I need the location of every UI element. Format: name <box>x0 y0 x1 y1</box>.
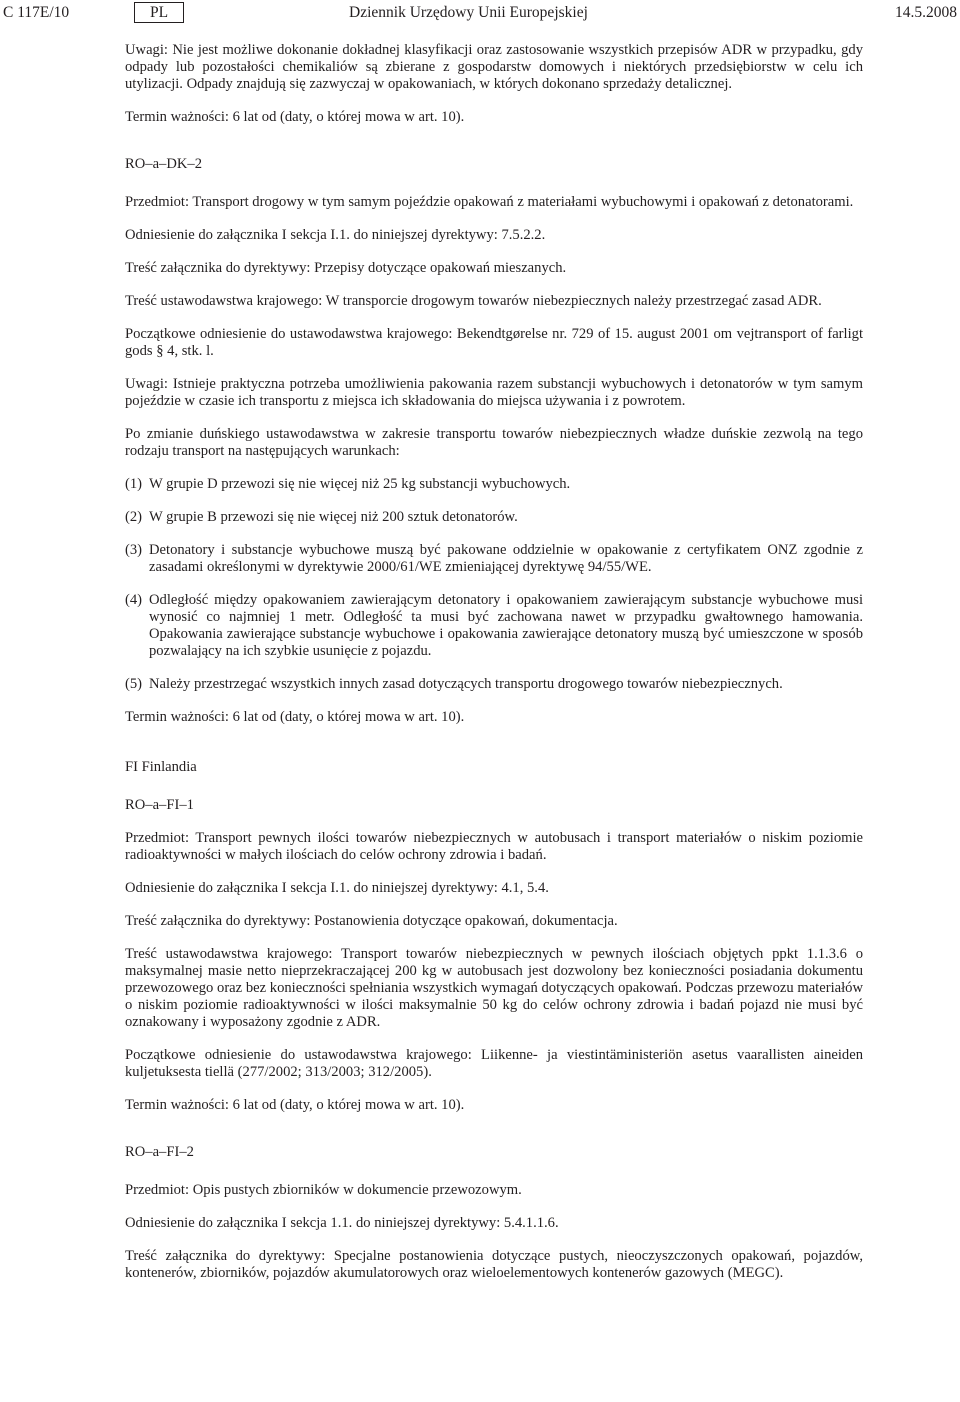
list-item <box>125 592 863 660</box>
subject-paragraph: Przedmiot: Opis pustych zbiorników w dokumencie przewozowym. <box>125 1182 522 1198</box>
remarks-paragraph: Uwagi: Istnieje praktyczna potrzeba umożliwienia pakowania razem substancji wybuchowych i detonatorów w tym samym pojeździe w czasie ich transportu z miejsca ich składowania do miejsca używania i z powrotem. <box>125 376 863 409</box>
document-body <box>125 42 863 1298</box>
initial-reference: Początkowe odniesienie do ustawodawstwa krajowego: Bekendtgørelse nr. 729 of 15. august 2001 om vejtransport of farligt gods § 4, stk. l. <box>125 326 863 359</box>
validity-paragraph: Termin ważności: 6 lat od (daty, o której mowa w art. 10). <box>125 109 465 125</box>
country-heading: FI Finlandia <box>125 759 197 775</box>
list-item-text: W grupie D przewozi się nie więcej niż 25 kg substancji wybuchowych. <box>149 476 571 492</box>
list-item <box>125 542 863 576</box>
conditions-intro: Po zmianie duńskiego ustawodawstwa w zakresie transportu towarów niebezpiecznych władze duńskie zezwolą na tego rodzaju transport na następujących warunkach: <box>125 426 863 459</box>
national-law-content: Treść ustawodawstwa krajowego: W transporcie drogowym towarów niebezpiecznych należy przestrzegać zasad ADR. <box>125 293 822 309</box>
initial-reference: Początkowe odniesienie do ustawodawstwa krajowego: Liikenne- ja viestintäministeriön asetus vaarallisten aineiden kuljetuksesta tiellä (277/2002; 313/2003; 312/2005). <box>125 1047 863 1080</box>
list-item-text: Detonatory i substancje wybuchowe muszą być pakowane oddzielnie w opakowanie z certyfikatem ONZ zgodnie z zasadami określonymi w dyrektywie 2000/61/WE zmieniającej dyrektywę 94/55/WE. <box>149 542 863 575</box>
annex-reference: Odniesienie do załącznika I sekcja I.1. do niniejszej dyrektywy: 4.1, 5.4. <box>125 880 549 896</box>
list-item-number: (1) <box>125 476 143 492</box>
list-item <box>125 476 863 493</box>
subject-paragraph: Przedmiot: Transport pewnych ilości towarów niebezpiecznych w autobusach i transport materiałów o niskim poziomie radioaktywności w małych ilościach do celów ochrony zdrowia i badań. <box>125 830 863 863</box>
list-item-text: W grupie B przewozi się nie więcej niż 200 sztuk detonatorów. <box>149 509 518 525</box>
derogation-code: RO–a–DK–2 <box>125 156 203 172</box>
annex-content: Treść załącznika do dyrektywy: Specjalne postanowienia dotyczące pustych, nieoczyszczonych opakowań, pojazdów, kontenerów, zbiorników, pojazdów akumulatorowych oraz wieloelementowych kontenerów gazowych (MEGC). <box>125 1248 863 1281</box>
list-item <box>125 676 863 693</box>
derogation-code: RO–a–FI–1 <box>125 797 194 813</box>
publication-date: 14.5.2008 <box>895 4 957 21</box>
derogation-code: RO–a–FI–2 <box>125 1144 194 1160</box>
annex-content: Treść załącznika do dyrektywy: Postanowienia dotyczące opakowań, dokumentacja. <box>125 913 618 929</box>
list-item-number: (5) <box>125 676 143 692</box>
journal-reference: C 117E/10 <box>3 4 70 21</box>
validity-paragraph: Termin ważności: 6 lat od (daty, o której mowa w art. 10). <box>125 1097 465 1113</box>
list-item-number: (3) <box>125 542 143 558</box>
validity-paragraph: Termin ważności: 6 lat od (daty, o której mowa w art. 10). <box>125 709 465 725</box>
annex-content: Treść załącznika do dyrektywy: Przepisy dotyczące opakowań mieszanych. <box>125 260 567 276</box>
list-item-text: Odległość między opakowaniem zawierającym detonatory i opakowaniem zawierającym substancje wybuchowe musi wynosić co najmniej 1 metr. Odległość ta musi być zachowana nawet w przypadku gwałtownego hamowania. Opakowania zawierające substancje wybuchowe i opakowania zawierające detonatory muszą być umieszczone w sposób pozwalający na ich szybkie usunięcie z pojazdu. <box>149 592 863 659</box>
annex-reference: Odniesienie do załącznika I sekcja I.1. do niniejszej dyrektywy: 7.5.2.2. <box>125 227 546 243</box>
list-item-text: Należy przestrzegać wszystkich innych zasad dotyczących transportu drogowego towarów niebezpiecznych. <box>149 676 783 692</box>
language-badge: PL <box>134 2 184 23</box>
subject-paragraph: Przedmiot: Transport drogowy w tym samym pojeździe opakowań z materiałami wybuchowymi i opakowań z detonatorami. <box>125 194 854 210</box>
page-header <box>0 0 960 30</box>
list-item <box>125 509 863 526</box>
list-item-number: (4) <box>125 592 143 608</box>
remarks-paragraph: Uwagi: Nie jest możliwe dokonanie dokładnej klasyfikacji oraz zastosowanie wszystkich przepisów ADR w przypadku, gdy odpady lub pozostałości chemikaliów są zbierane z gospodarstw domowych i niektórych przedsiębiorstw w celu ich utylizacji. Odpady znajdują się zazwyczaj w opakowaniach, w których dokonano sprzedaży detalicznej. <box>125 42 863 92</box>
list-item-number: (2) <box>125 509 143 525</box>
journal-title: Dziennik Urzędowy Unii Europejskiej <box>349 4 588 21</box>
national-law-content: Treść ustawodawstwa krajowego: Transport towarów niebezpiecznych w pewnych ilościach objętych ppkt 1.1.3.6 o maksymalnej masie netto nieprzekraczającej 200 kg w autobusach jest dozwolony bez konieczności posiadania dokumentu przewozowego oraz bez konieczności spełniania wszystkich wymagań dotyczących opakowań. Podczas przewozu materiałów o niskim poziomie radioaktywności w ilości maksymalnie 50 kg do celów ochrony zdrowia i badań pojazd nie musi być oznakowany i wyposażony zgodnie z ADR. <box>125 946 863 1030</box>
annex-reference: Odniesienie do załącznika I sekcja 1.1. do niniejszej dyrektywy: 5.4.1.1.6. <box>125 1215 559 1231</box>
